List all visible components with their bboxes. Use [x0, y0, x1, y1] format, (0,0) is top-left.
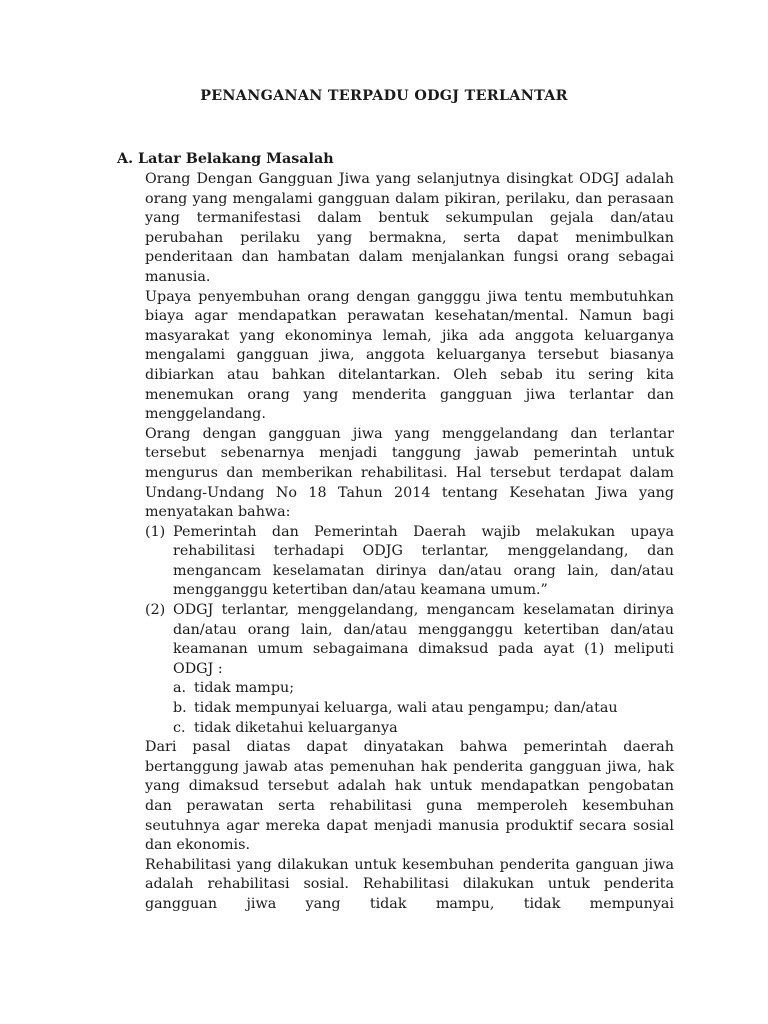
list-item: [145, 601, 674, 679]
section-heading: A. Latar Belakang Masalah: [117, 151, 334, 167]
paragraph: Orang Dengan Gangguan Jiwa yang selanjutnya disingkat ODGJ adalah orang yang mengalami gangguan dalam pikiran, perilaku, dan perasaan yang termanifestasi dalam bentuk sekumpulan gejala dan/atau perubahan perilaku yang bermakna, serta dapat menimbulkan penderitaan dan hambatan dalam menjalankan fungsi orang sebagai manusia.: [145, 171, 674, 285]
paragraph: Dari pasal diatas dapat dinyatakan bahwa pemerintah daerah bertanggung jawab atas pemenuhan hak penderita gangguan jiwa, hak yang dimaksud tersebut adalah hak untuk mendapatkan pengobatan dan perawatan serta rehabilitasi guna memperoleh kesembuhan seutuhnya agar mereka dapat menjadi manusia produktif secara sosial dan ekonomis.: [145, 739, 674, 854]
sub-list-item-text: tidak diketahui keluarganya: [194, 719, 398, 736]
sub-list-item: [145, 719, 674, 739]
paragraph: Orang dengan gangguan jiwa yang menggelandang dan terlantar tersebut sebenarnya menjadi tanggung jawab pemerintah untuk mengurus dan memberikan rehabilitasi. Hal tersebut terdapat dalam Undang-Undang No 18 Tahun 2014 tentang Kesehatan Jiwa yang menyatakan bahwa:: [145, 425, 674, 521]
sub-list-item: [145, 699, 674, 719]
sub-list-item-letter: a.: [173, 680, 187, 697]
sub-list-item-letter: b.: [173, 700, 187, 717]
list-item: [145, 523, 674, 601]
sub-list-item-text: tidak mampu;: [194, 680, 295, 697]
sub-list-item: [145, 679, 674, 699]
document-body: [145, 170, 674, 915]
list-item-number: (1): [145, 523, 166, 540]
list-item-text: Pemerintah dan Pemerintah Daerah wajib melakukan upaya rehabilitasi terhadapi ODJG terlantar, menggelandang, dan mengancam keselamatan dirinya dan/atau orang lain, dan/atau mengganggu ketertiban dan/atau keamana umum.”: [173, 523, 674, 599]
document-title: PENANGANAN TERPADU ODGJ TERLANTAR: [200, 88, 568, 104]
list-item-text: ODGJ terlantar, menggelandang, mengancam keselamatan dirinya dan/atau orang lain, dan/atau mengganggu ketertiban dan/atau keamanan umum sebagaimana dimaksud pada ayat (1) meliputi ODGJ :: [173, 602, 674, 677]
sub-list-item-letter: c.: [173, 719, 186, 736]
sub-list-item-text: tidak mempunyai keluarga, wali atau pengampu; dan/atau: [194, 700, 618, 717]
paragraph: Rehabilitasi yang dilakukan untuk kesembuhan penderita ganguan jiwa adalah rehabilitasi sosial. Rehabilitasi dilakukan untuk penderita gangguan jiwa yang tidak mampu, tidak mempunyai: [145, 856, 674, 912]
list-item-number: (2): [145, 602, 166, 619]
paragraph: Upaya penyembuhan orang dengan gangggu jiwa tentu membutuhkan biaya agar mendapatkan perawatan kesehatan/mental. Namun bagi masyarakat yang ekonominya lemah, jika ada anggota keluarganya mengalami gangguan jiwa, anggota keluarganya tersebut biasanya dibiarkan atau bahkan ditelantarkan. Oleh sebab itu sering kita menemukan orang yang menderita gangguan jiwa terlantar dan menggelandang.: [145, 288, 674, 423]
